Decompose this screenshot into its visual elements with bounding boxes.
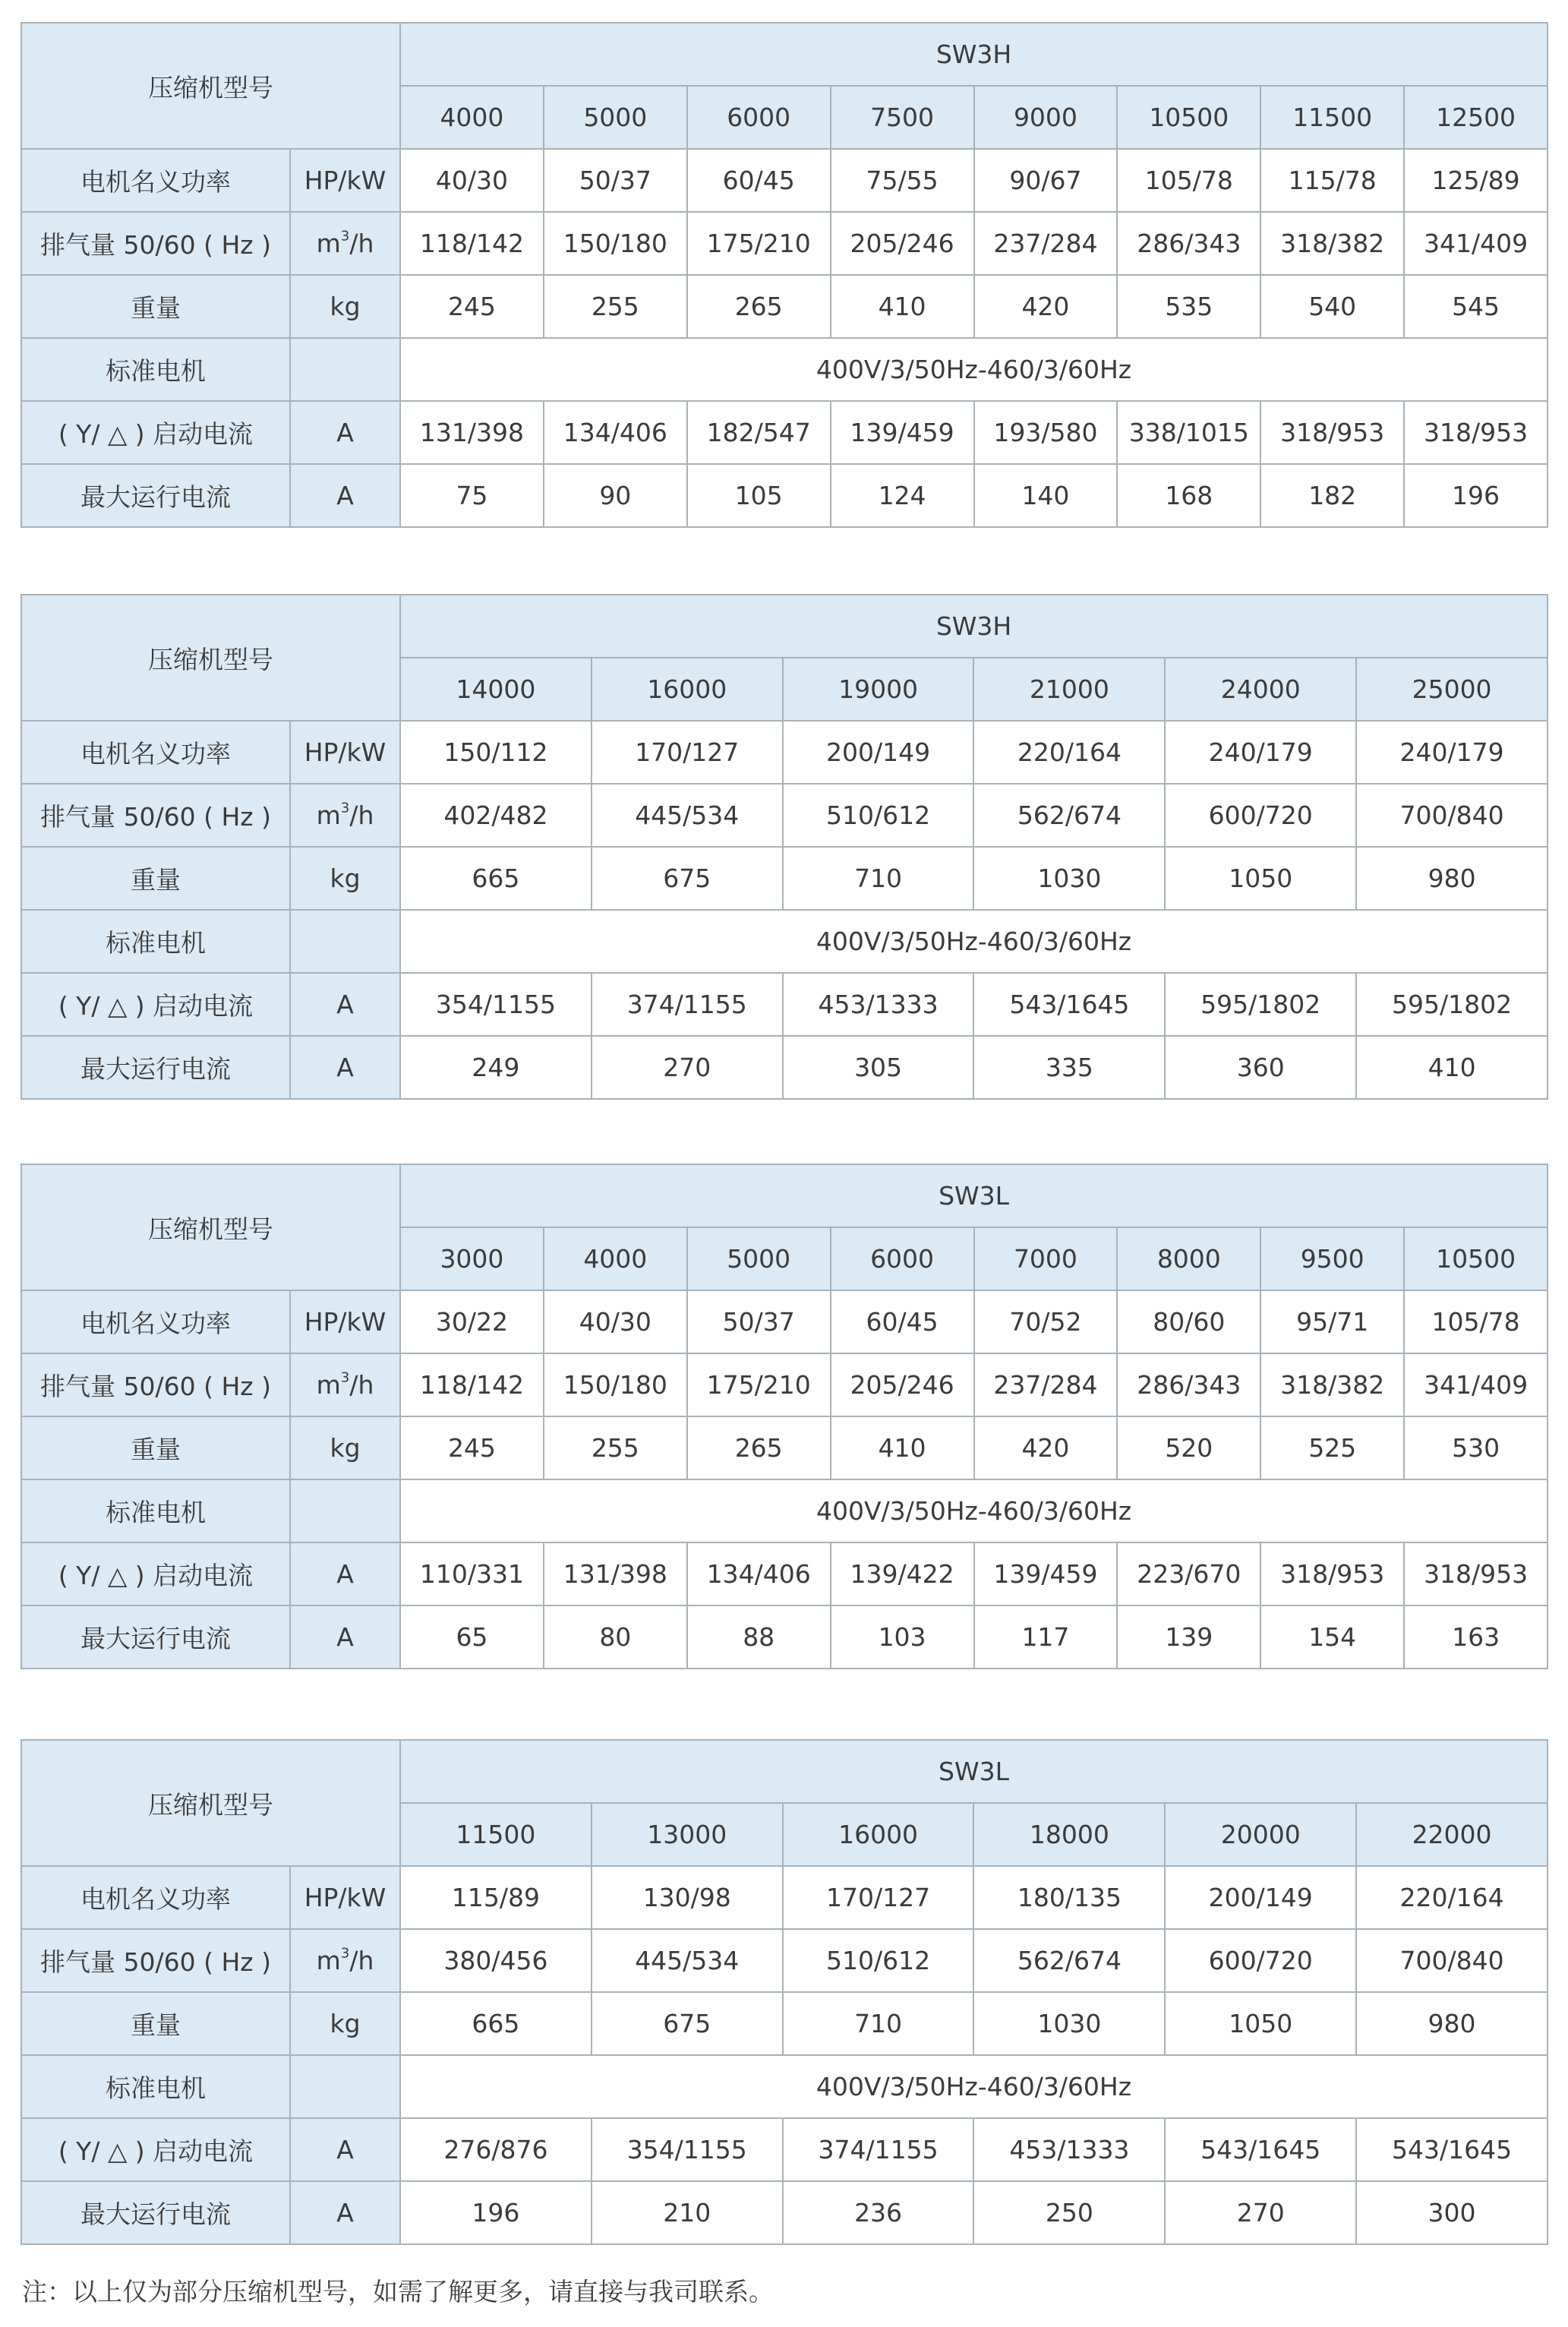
motor-spec: 400V/3/50Hz-460/3/60Hz <box>400 1479 1547 1542</box>
table-cell: 193/580 <box>974 401 1118 464</box>
motor-row <box>21 338 1547 401</box>
power-label: 电机名义功率 <box>21 149 290 212</box>
table-cell: 118/142 <box>400 212 544 275</box>
table-cell: 255 <box>544 275 687 338</box>
table-cell: 338/1015 <box>1117 401 1260 464</box>
model-number: 3000 <box>400 1227 544 1290</box>
motor-row <box>21 910 1547 973</box>
power-row <box>21 1866 1547 1929</box>
motor-label: 标准电机 <box>21 2055 290 2118</box>
displacement-unit <box>290 1353 400 1416</box>
displacement-row <box>21 1929 1547 1992</box>
motor-label: 标准电机 <box>21 1479 290 1542</box>
start-current-unit: A <box>290 973 400 1036</box>
model-number: 9000 <box>974 86 1118 149</box>
table-cell: 700/840 <box>1356 1929 1547 1992</box>
table-cell: 105/78 <box>1117 149 1260 212</box>
weight-unit: kg <box>290 1416 400 1479</box>
table-cell: 105/78 <box>1404 1290 1547 1353</box>
table-cell: 318/382 <box>1260 1353 1404 1416</box>
table-cell: 595/1802 <box>1165 973 1356 1036</box>
table-cell: 150/180 <box>544 1353 687 1416</box>
spec-table <box>21 22 1548 528</box>
table-cell: 105 <box>687 464 831 527</box>
table-cell: 130/98 <box>592 1866 783 1929</box>
table-cell: 525 <box>1260 1416 1404 1479</box>
weight-label: 重量 <box>21 275 290 338</box>
displacement-label: 排气量 50/60 ( Hz ) <box>21 212 290 275</box>
unit-base: m <box>316 229 341 258</box>
table-cell: 675 <box>592 1992 783 2055</box>
start-current-label: ( Y/ △ ) 启动电流 <box>21 401 290 464</box>
table-cell: 710 <box>783 847 974 910</box>
max-current-row <box>21 1606 1547 1669</box>
power-unit: HP/kW <box>290 1290 400 1353</box>
max-current-label: 最大运行电流 <box>21 464 290 527</box>
table-cell: 545 <box>1404 275 1547 338</box>
table-cell: 170/127 <box>783 1866 974 1929</box>
model-number: 12500 <box>1404 86 1547 149</box>
max-current-row <box>21 2181 1547 2244</box>
table-cell: 90/67 <box>974 149 1118 212</box>
max-current-unit: A <box>290 2181 400 2244</box>
table-cell: 131/398 <box>400 401 544 464</box>
table-cell: 445/534 <box>592 784 783 847</box>
table-cell: 236 <box>783 2181 974 2244</box>
table-cell: 168 <box>1117 464 1260 527</box>
table-cell: 65 <box>400 1606 544 1669</box>
table-cell: 543/1645 <box>973 973 1165 1036</box>
table-cell: 210 <box>592 2181 783 2244</box>
series-name: SW3L <box>400 1740 1547 1803</box>
unit-tail: /h <box>349 800 374 830</box>
table-cell: 380/456 <box>400 1929 592 1992</box>
table-cell: 237/284 <box>974 1353 1118 1416</box>
table-cell: 265 <box>687 1416 831 1479</box>
weight-unit: kg <box>290 847 400 910</box>
max-current-label: 最大运行电流 <box>21 1036 290 1099</box>
power-label: 电机名义功率 <box>21 721 290 784</box>
start-current-row <box>21 401 1547 464</box>
table-cell: 175/210 <box>687 212 831 275</box>
table-cell: 139/459 <box>974 1542 1118 1606</box>
motor-unit <box>290 2055 400 2118</box>
table-cell: 600/720 <box>1165 1929 1356 1992</box>
table-cell: 196 <box>1404 464 1547 527</box>
start-current-row <box>21 1542 1547 1606</box>
table-cell: 75/55 <box>831 149 974 212</box>
model-number: 11500 <box>1260 86 1404 149</box>
start-current-label: ( Y/ △ ) 启动电流 <box>21 973 290 1036</box>
model-number: 20000 <box>1165 1803 1356 1866</box>
table-cell: 410 <box>831 1416 974 1479</box>
model-number: 10500 <box>1404 1227 1547 1290</box>
displacement-label: 排气量 50/60 ( Hz ) <box>21 1929 290 1992</box>
weight-unit: kg <box>290 1992 400 2055</box>
table-cell: 402/482 <box>400 784 592 847</box>
max-current-unit: A <box>290 1036 400 1099</box>
weight-row <box>21 847 1547 910</box>
table-cell: 520 <box>1117 1416 1260 1479</box>
table-cell: 710 <box>783 1992 974 2055</box>
table-cell: 675 <box>592 847 783 910</box>
header-row <box>21 595 1547 658</box>
table-cell: 50/37 <box>544 149 687 212</box>
table-cell: 175/210 <box>687 1353 831 1416</box>
table-cell: 510/612 <box>783 784 974 847</box>
table-cell: 410 <box>831 275 974 338</box>
table-cell: 60/45 <box>687 149 831 212</box>
table-cell: 510/612 <box>783 1929 974 1992</box>
table-cell: 255 <box>544 1416 687 1479</box>
displacement-row <box>21 1353 1547 1416</box>
table-cell: 90 <box>544 464 687 527</box>
spec-table <box>21 594 1548 1100</box>
table-cell: 335 <box>973 1036 1165 1099</box>
displacement-label: 排气量 50/60 ( Hz ) <box>21 1353 290 1416</box>
model-number: 14000 <box>400 658 592 721</box>
table-cell: 88 <box>687 1606 831 1669</box>
table-cell: 150/180 <box>544 212 687 275</box>
power-row <box>21 721 1547 784</box>
table-cell: 286/343 <box>1117 1353 1260 1416</box>
model-number: 7000 <box>974 1227 1118 1290</box>
model-number: 6000 <box>831 1227 974 1290</box>
table-cell: 240/179 <box>1165 721 1356 784</box>
table-cell: 595/1802 <box>1356 973 1547 1036</box>
model-label: 压缩机型号 <box>21 23 400 149</box>
table-cell: 139/422 <box>831 1542 974 1606</box>
table-cell: 980 <box>1356 847 1547 910</box>
table-cell: 110/331 <box>400 1542 544 1606</box>
spec-table <box>21 1164 1548 1669</box>
table-cell: 237/284 <box>974 212 1118 275</box>
model-number: 10500 <box>1117 86 1260 149</box>
table-cell: 318/382 <box>1260 212 1404 275</box>
table-cell: 318/953 <box>1260 1542 1404 1606</box>
table-cell: 562/674 <box>973 1929 1165 1992</box>
model-number: 25000 <box>1356 658 1547 721</box>
weight-label: 重量 <box>21 1992 290 2055</box>
table-cell: 75 <box>400 464 544 527</box>
power-label: 电机名义功率 <box>21 1290 290 1353</box>
model-number: 16000 <box>592 658 783 721</box>
motor-unit <box>290 910 400 973</box>
model-number: 13000 <box>592 1803 783 1866</box>
max-current-row <box>21 1036 1547 1099</box>
table-cell: 200/149 <box>1165 1866 1356 1929</box>
model-number: 6000 <box>687 86 831 149</box>
table-cell: 374/1155 <box>783 2118 974 2181</box>
motor-row <box>21 1479 1547 1542</box>
motor-row <box>21 2055 1547 2118</box>
weight-label: 重量 <box>21 1416 290 1479</box>
model-number: 21000 <box>973 658 1165 721</box>
table-cell: 139 <box>1117 1606 1260 1669</box>
table-cell: 117 <box>974 1606 1118 1669</box>
table-cell: 562/674 <box>973 784 1165 847</box>
table-cell: 286/343 <box>1117 212 1260 275</box>
table-cell: 341/409 <box>1404 1353 1547 1416</box>
motor-spec: 400V/3/50Hz-460/3/60Hz <box>400 910 1547 973</box>
unit-base: m <box>316 1370 341 1400</box>
model-label: 压缩机型号 <box>21 595 400 721</box>
table-cell: 223/670 <box>1117 1542 1260 1606</box>
motor-spec: 400V/3/50Hz-460/3/60Hz <box>400 2055 1547 2118</box>
table-cell: 543/1645 <box>1165 2118 1356 2181</box>
start-current-label: ( Y/ △ ) 启动电流 <box>21 1542 290 1606</box>
start-current-unit: A <box>290 401 400 464</box>
motor-label: 标准电机 <box>21 910 290 973</box>
table-cell: 170/127 <box>592 721 783 784</box>
model-number: 7500 <box>831 86 974 149</box>
displacement-row <box>21 784 1547 847</box>
table-cell: 276/876 <box>400 2118 592 2181</box>
table-cell: 50/37 <box>687 1290 831 1353</box>
table-cell: 318/953 <box>1260 401 1404 464</box>
table-cell: 1030 <box>973 1992 1165 2055</box>
motor-unit <box>290 1479 400 1542</box>
table-cell: 40/30 <box>400 149 544 212</box>
unit-base: m <box>316 800 341 830</box>
table-cell: 205/246 <box>831 1353 974 1416</box>
series-name: SW3L <box>400 1164 1547 1227</box>
motor-unit <box>290 338 400 401</box>
table-cell: 540 <box>1260 275 1404 338</box>
table-cell: 40/30 <box>544 1290 687 1353</box>
table-cell: 318/953 <box>1404 401 1547 464</box>
displacement-unit <box>290 1929 400 1992</box>
weight-row <box>21 1992 1547 2055</box>
model-number: 19000 <box>783 658 974 721</box>
start-current-unit: A <box>290 1542 400 1606</box>
table-cell: 360 <box>1165 1036 1356 1099</box>
table-cell: 354/1155 <box>400 973 592 1036</box>
start-current-row <box>21 973 1547 1036</box>
series-name: SW3H <box>400 595 1547 658</box>
motor-label: 标准电机 <box>21 338 290 401</box>
table-cell: 250 <box>973 2181 1165 2244</box>
start-current-row <box>21 2118 1547 2181</box>
displacement-unit <box>290 784 400 847</box>
model-label: 压缩机型号 <box>21 1164 400 1290</box>
start-current-unit: A <box>290 2118 400 2181</box>
table-cell: 118/142 <box>400 1353 544 1416</box>
table-cell: 163 <box>1404 1606 1547 1669</box>
spec-table <box>21 1739 1548 2245</box>
displacement-row <box>21 212 1547 275</box>
table-cell: 445/534 <box>592 1929 783 1992</box>
power-label: 电机名义功率 <box>21 1866 290 1929</box>
table-cell: 115/78 <box>1260 149 1404 212</box>
table-cell: 665 <box>400 1992 592 2055</box>
header-row <box>21 1164 1547 1227</box>
unit-superscript: 3 <box>340 1369 350 1386</box>
power-unit: HP/kW <box>290 721 400 784</box>
model-number: 5000 <box>687 1227 831 1290</box>
weight-unit: kg <box>290 275 400 338</box>
table-cell: 1050 <box>1165 847 1356 910</box>
table-cell: 410 <box>1356 1036 1547 1099</box>
max-current-label: 最大运行电流 <box>21 2181 290 2244</box>
max-current-unit: A <box>290 464 400 527</box>
table-cell: 70/52 <box>974 1290 1118 1353</box>
table-cell: 453/1333 <box>783 973 974 1036</box>
model-label: 压缩机型号 <box>21 1740 400 1866</box>
table-cell: 140 <box>974 464 1118 527</box>
table-cell: 205/246 <box>831 212 974 275</box>
header-row <box>21 1740 1547 1803</box>
power-row <box>21 1290 1547 1353</box>
table-cell: 220/164 <box>973 721 1165 784</box>
weight-label: 重量 <box>21 847 290 910</box>
header-row <box>21 23 1547 86</box>
table-cell: 95/71 <box>1260 1290 1404 1353</box>
table-cell: 341/409 <box>1404 212 1547 275</box>
table-cell: 196 <box>400 2181 592 2244</box>
table-cell: 1050 <box>1165 1992 1356 2055</box>
displacement-label: 排气量 50/60 ( Hz ) <box>21 784 290 847</box>
unit-superscript: 3 <box>340 1945 350 1962</box>
table-cell: 354/1155 <box>592 2118 783 2181</box>
table-cell: 270 <box>592 1036 783 1099</box>
unit-tail: /h <box>349 1946 374 1975</box>
table-cell: 300 <box>1356 2181 1547 2244</box>
table-cell: 270 <box>1165 2181 1356 2244</box>
table-cell: 240/179 <box>1356 721 1547 784</box>
table-cell: 103 <box>831 1606 974 1669</box>
model-number: 11500 <box>400 1803 592 1866</box>
table-cell: 182 <box>1260 464 1404 527</box>
model-number: 4000 <box>544 1227 687 1290</box>
table-cell: 134/406 <box>544 401 687 464</box>
table-cell: 131/398 <box>544 1542 687 1606</box>
model-number: 18000 <box>973 1803 1165 1866</box>
table-cell: 125/89 <box>1404 149 1547 212</box>
table-cell: 600/720 <box>1165 784 1356 847</box>
table-cell: 665 <box>400 847 592 910</box>
table-cell: 543/1645 <box>1356 2118 1547 2181</box>
table-cell: 200/149 <box>783 721 974 784</box>
power-unit: HP/kW <box>290 149 400 212</box>
table-cell: 700/840 <box>1356 784 1547 847</box>
table-cell: 150/112 <box>400 721 592 784</box>
table-cell: 453/1333 <box>973 2118 1165 2181</box>
unit-tail: /h <box>349 1370 374 1400</box>
model-number: 9500 <box>1260 1227 1404 1290</box>
model-number: 5000 <box>544 86 687 149</box>
motor-spec: 400V/3/50Hz-460/3/60Hz <box>400 338 1547 401</box>
table-cell: 124 <box>831 464 974 527</box>
unit-tail: /h <box>349 229 374 258</box>
table-cell: 265 <box>687 275 831 338</box>
footnote: 注：以上仅为部分压缩机型号，如需了解更多，请直接与我司联系。 <box>22 2277 774 2306</box>
table-cell: 530 <box>1404 1416 1547 1479</box>
table-cell: 60/45 <box>831 1290 974 1353</box>
power-unit: HP/kW <box>290 1866 400 1929</box>
max-current-row <box>21 464 1547 527</box>
unit-base: m <box>316 1946 341 1975</box>
table-cell: 80/60 <box>1117 1290 1260 1353</box>
table-cell: 420 <box>974 275 1118 338</box>
power-row <box>21 149 1547 212</box>
model-number: 4000 <box>400 86 544 149</box>
table-cell: 220/164 <box>1356 1866 1547 1929</box>
start-current-label: ( Y/ △ ) 启动电流 <box>21 2118 290 2181</box>
table-cell: 30/22 <box>400 1290 544 1353</box>
table-cell: 245 <box>400 1416 544 1479</box>
table-cell: 249 <box>400 1036 592 1099</box>
table-cell: 980 <box>1356 1992 1547 2055</box>
max-current-label: 最大运行电流 <box>21 1606 290 1669</box>
table-cell: 374/1155 <box>592 973 783 1036</box>
table-cell: 180/135 <box>973 1866 1165 1929</box>
table-cell: 420 <box>974 1416 1118 1479</box>
displacement-unit <box>290 212 400 275</box>
model-number: 8000 <box>1117 1227 1260 1290</box>
series-name: SW3H <box>400 23 1547 86</box>
table-cell: 115/89 <box>400 1866 592 1929</box>
table-cell: 154 <box>1260 1606 1404 1669</box>
table-cell: 318/953 <box>1404 1542 1547 1606</box>
table-cell: 245 <box>400 275 544 338</box>
table-cell: 80 <box>544 1606 687 1669</box>
table-cell: 305 <box>783 1036 974 1099</box>
weight-row <box>21 1416 1547 1479</box>
unit-superscript: 3 <box>340 228 350 245</box>
table-cell: 134/406 <box>687 1542 831 1606</box>
max-current-unit: A <box>290 1606 400 1669</box>
model-number: 16000 <box>783 1803 974 1866</box>
weight-row <box>21 275 1547 338</box>
table-cell: 1030 <box>973 847 1165 910</box>
table-cell: 182/547 <box>687 401 831 464</box>
table-cell: 535 <box>1117 275 1260 338</box>
unit-superscript: 3 <box>340 800 350 816</box>
model-number: 24000 <box>1165 658 1356 721</box>
model-number: 22000 <box>1356 1803 1547 1866</box>
table-cell: 139/459 <box>831 401 974 464</box>
